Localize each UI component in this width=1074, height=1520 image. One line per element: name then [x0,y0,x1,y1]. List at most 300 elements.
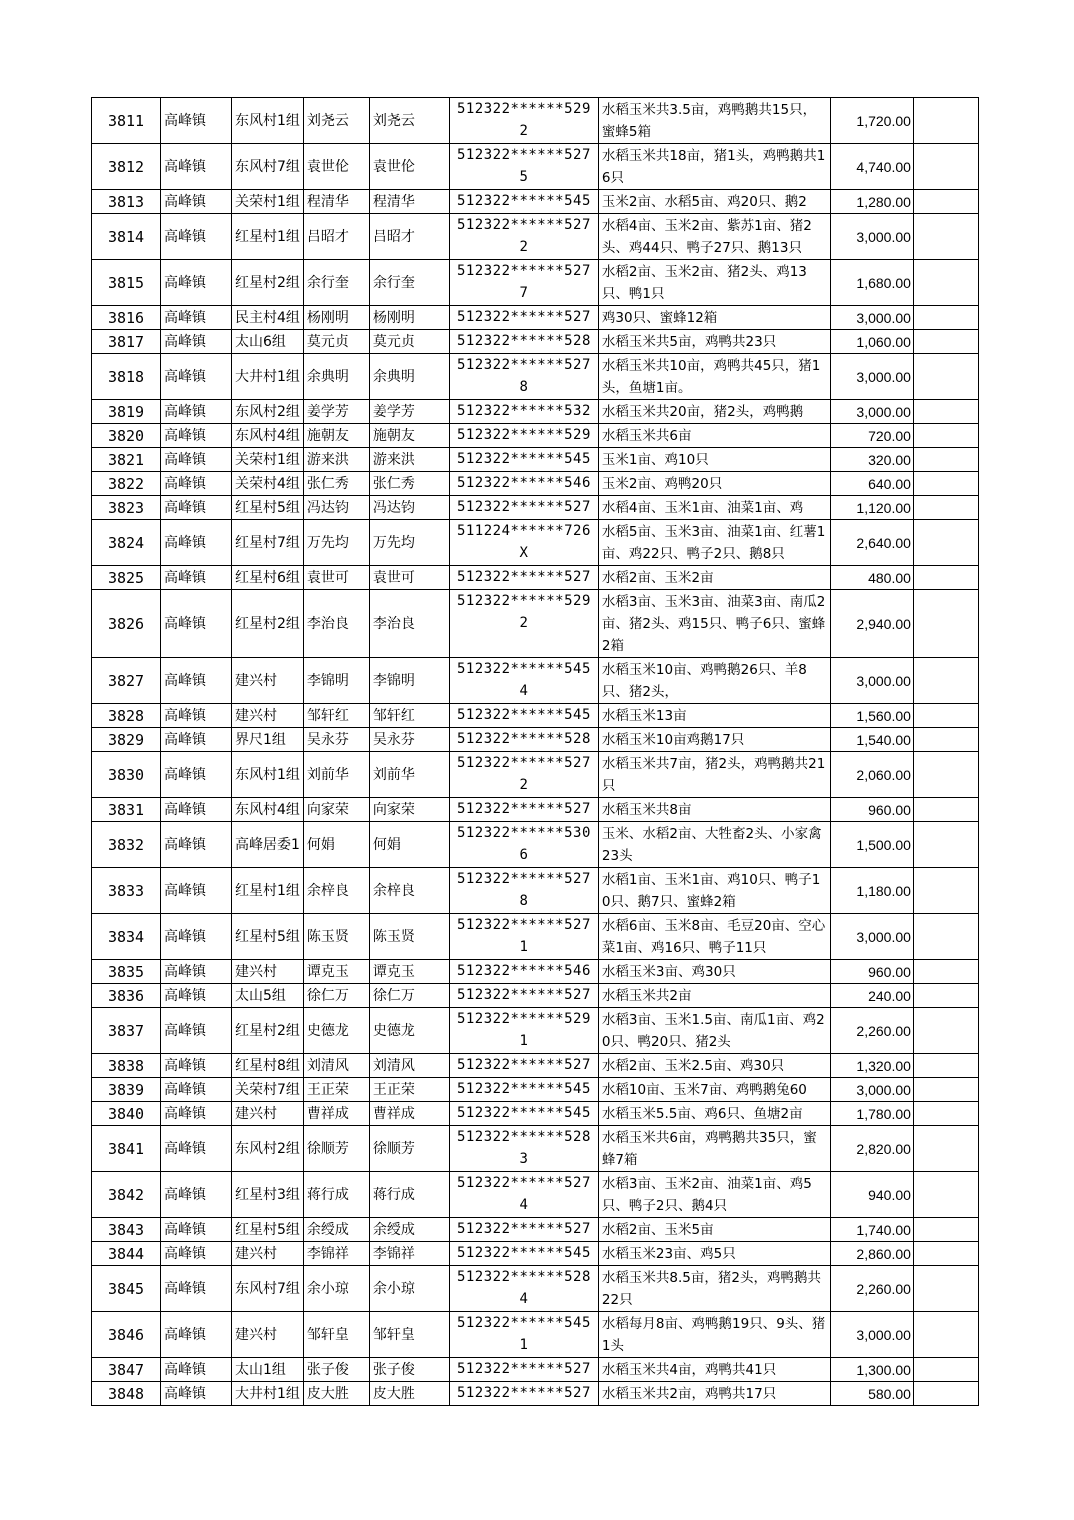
village-cell: 红星村2组 [232,1008,304,1054]
name-cell: 万先均 [303,520,369,566]
village-cell: 红星村5组 [232,496,304,520]
row-number: 3821 [92,448,161,472]
row-number: 3827 [92,658,161,704]
recipient-cell: 皮大胜 [369,1382,449,1406]
id-number-cell: 512322******527 [449,306,598,330]
description-cell: 玉米2亩、鸡鸭20只 [598,472,830,496]
empty-cell [913,1266,978,1312]
table-row [92,144,979,190]
town-cell: 高峰镇 [161,98,232,144]
row-number: 3832 [92,822,161,868]
town-cell: 高峰镇 [161,330,232,354]
id-number-cell: 512322******5284 [449,1266,598,1312]
empty-cell [913,1102,978,1126]
empty-cell [913,354,978,400]
description-cell: 水稻玉米5.5亩、鸡6只、鱼塘2亩 [598,1102,830,1126]
town-cell: 高峰镇 [161,1242,232,1266]
table-row [92,1008,979,1054]
id-number-cell: 512322******527 [449,798,598,822]
table-row [92,590,979,658]
amount-cell: 3,000.00 [830,306,913,330]
id-number-cell: 512322******546 [449,960,598,984]
id-number-cell: 512322******545 [449,190,598,214]
town-cell: 高峰镇 [161,424,232,448]
recipient-cell: 刘前华 [369,752,449,798]
amount-cell: 1,740.00 [830,1218,913,1242]
id-number-cell: 512322******528 [449,728,598,752]
amount-cell: 2,260.00 [830,1266,913,1312]
description-cell: 水稻2亩、玉米2亩 [598,566,830,590]
id-number-cell: 512322******529 [449,424,598,448]
table-row [92,330,979,354]
recipient-cell: 刘清风 [369,1054,449,1078]
recipient-cell: 施朝友 [369,424,449,448]
name-cell: 王正荣 [303,1078,369,1102]
description-cell: 水稻玉米共8亩 [598,798,830,822]
id-number-cell: 512322******545 [449,704,598,728]
name-cell: 曹祥成 [303,1102,369,1126]
village-cell: 关荣村1组 [232,190,304,214]
row-number: 3813 [92,190,161,214]
id-number-cell: 512322******5451 [449,1312,598,1358]
description-cell: 鸡30只、蜜蜂12箱 [598,306,830,330]
amount-cell: 3,000.00 [830,400,913,424]
description-cell: 水稻6亩、玉米8亩、毛豆20亩、空心菜1亩、鸡16只、鸭子11只 [598,914,830,960]
town-cell: 高峰镇 [161,1078,232,1102]
description-cell: 水稻玉米共8.5亩，猪2头，鸡鸭鹅共22只 [598,1266,830,1312]
town-cell: 高峰镇 [161,1172,232,1218]
town-cell: 高峰镇 [161,868,232,914]
description-cell: 水稻3亩、玉米3亩、油菜3亩、南瓜2亩、猪2头、鸡15只、鸭子6只、蜜蜂2箱 [598,590,830,658]
row-number: 3838 [92,1054,161,1078]
village-cell: 建兴村 [232,658,304,704]
name-cell: 姜学芳 [303,400,369,424]
empty-cell [913,214,978,260]
empty-cell [913,1078,978,1102]
empty-cell [913,472,978,496]
town-cell: 高峰镇 [161,190,232,214]
row-number: 3825 [92,566,161,590]
recipient-cell: 袁世伦 [369,144,449,190]
empty-cell [913,1054,978,1078]
town-cell: 高峰镇 [161,400,232,424]
amount-cell: 580.00 [830,1382,913,1406]
recipient-cell: 徐顺芳 [369,1126,449,1172]
empty-cell [913,400,978,424]
village-cell: 大井村1组 [232,354,304,400]
subsidy-table [91,97,979,1406]
village-cell: 红星村3组 [232,1172,304,1218]
row-number: 3841 [92,1126,161,1172]
amount-cell: 1,280.00 [830,190,913,214]
description-cell: 水稻玉米共20亩，猪2头，鸡鸭鹅 [598,400,830,424]
description-cell: 水稻玉米13亩 [598,704,830,728]
village-cell: 红星村8组 [232,1054,304,1078]
row-number: 3818 [92,354,161,400]
name-cell: 蒋行成 [303,1172,369,1218]
town-cell: 高峰镇 [161,1266,232,1312]
amount-cell: 3,000.00 [830,914,913,960]
recipient-cell: 余梓良 [369,868,449,914]
recipient-cell: 陈玉贤 [369,914,449,960]
town-cell: 高峰镇 [161,144,232,190]
village-cell: 建兴村 [232,1312,304,1358]
empty-cell [913,1126,978,1172]
description-cell: 水稻玉米共5亩，鸡鸭共23只 [598,330,830,354]
name-cell: 徐仁万 [303,984,369,1008]
table-row [92,98,979,144]
id-number-cell: 512322******545 [449,1102,598,1126]
town-cell: 高峰镇 [161,1102,232,1126]
id-number-cell: 512322******527 [449,1382,598,1406]
empty-cell [913,496,978,520]
empty-cell [913,190,978,214]
recipient-cell: 吴永芬 [369,728,449,752]
village-cell: 东风村1组 [232,752,304,798]
town-cell: 高峰镇 [161,214,232,260]
amount-cell: 960.00 [830,960,913,984]
town-cell: 高峰镇 [161,822,232,868]
table-row [92,868,979,914]
table-row [92,1054,979,1078]
table-row [92,984,979,1008]
recipient-cell: 袁世可 [369,566,449,590]
village-cell: 建兴村 [232,1242,304,1266]
village-cell: 红星村1组 [232,214,304,260]
row-number: 3814 [92,214,161,260]
name-cell: 刘清风 [303,1054,369,1078]
table-row [92,822,979,868]
name-cell: 史德龙 [303,1008,369,1054]
empty-cell [913,658,978,704]
table-row [92,424,979,448]
description-cell: 水稻4亩、玉米1亩、油菜1亩、鸡 [598,496,830,520]
row-number: 3817 [92,330,161,354]
amount-cell: 3,000.00 [830,354,913,400]
amount-cell: 1,780.00 [830,1102,913,1126]
row-number: 3822 [92,472,161,496]
recipient-cell: 张子俊 [369,1358,449,1382]
amount-cell: 240.00 [830,984,913,1008]
town-cell: 高峰镇 [161,728,232,752]
village-cell: 建兴村 [232,704,304,728]
id-number-cell: 512322******5272 [449,752,598,798]
town-cell: 高峰镇 [161,260,232,306]
row-number: 3844 [92,1242,161,1266]
empty-cell [913,822,978,868]
id-number-cell: 512322******5292 [449,98,598,144]
empty-cell [913,144,978,190]
recipient-cell: 刘尧云 [369,98,449,144]
row-number: 3839 [92,1078,161,1102]
amount-cell: 1,180.00 [830,868,913,914]
id-number-cell: 512322******5306 [449,822,598,868]
table-row [92,496,979,520]
row-number: 3842 [92,1172,161,1218]
table-row [92,1126,979,1172]
id-number-cell: 512322******5283 [449,1126,598,1172]
row-number: 3831 [92,798,161,822]
table-row [92,190,979,214]
table-row [92,400,979,424]
description-cell: 玉米、水稻2亩、大牲畜2头、小家禽23头 [598,822,830,868]
empty-cell [913,960,978,984]
village-cell: 建兴村 [232,960,304,984]
table-row [92,1312,979,1358]
amount-cell: 720.00 [830,424,913,448]
row-number: 3840 [92,1102,161,1126]
empty-cell [913,520,978,566]
row-number: 3833 [92,868,161,914]
village-cell: 东风村1组 [232,98,304,144]
amount-cell: 2,060.00 [830,752,913,798]
town-cell: 高峰镇 [161,1054,232,1078]
name-cell: 张仁秀 [303,472,369,496]
table-row [92,960,979,984]
description-cell: 玉米2亩、水稻5亩、鸡20只、鹅2 [598,190,830,214]
empty-cell [913,590,978,658]
town-cell: 高峰镇 [161,704,232,728]
recipient-cell: 蒋行成 [369,1172,449,1218]
table-row [92,1266,979,1312]
village-cell: 红星村2组 [232,260,304,306]
id-number-cell: 512322******5277 [449,260,598,306]
amount-cell: 480.00 [830,566,913,590]
name-cell: 张子俊 [303,1358,369,1382]
table-row [92,1078,979,1102]
table-row [92,752,979,798]
name-cell: 邹轩红 [303,704,369,728]
description-cell: 水稻玉米10亩、鸡鸭鹅26只、羊8只、猪2头， [598,658,830,704]
amount-cell: 3,000.00 [830,1078,913,1102]
recipient-cell: 冯达钧 [369,496,449,520]
recipient-cell: 向家荣 [369,798,449,822]
empty-cell [913,1218,978,1242]
description-cell: 水稻玉米23亩、鸡5只 [598,1242,830,1266]
village-cell: 东风村7组 [232,144,304,190]
amount-cell: 1,680.00 [830,260,913,306]
description-cell: 水稻10亩、玉米7亩、鸡鸭鹅兔60 [598,1078,830,1102]
row-number: 3830 [92,752,161,798]
description-cell: 水稻2亩、玉米5亩 [598,1218,830,1242]
description-cell: 水稻玉米共18亩，猪1头，鸡鸭鹅共16只 [598,144,830,190]
village-cell: 红星村1组 [232,868,304,914]
empty-cell [913,98,978,144]
row-number: 3837 [92,1008,161,1054]
id-number-cell: 512322******527 [449,566,598,590]
recipient-cell: 王正荣 [369,1078,449,1102]
empty-cell [913,914,978,960]
description-cell: 水稻玉米共7亩，猪2头，鸡鸭鹅共21只 [598,752,830,798]
table-row [92,914,979,960]
recipient-cell: 曹祥成 [369,1102,449,1126]
name-cell: 余行奎 [303,260,369,306]
empty-cell [913,752,978,798]
name-cell: 莫元贞 [303,330,369,354]
description-cell: 水稻2亩、玉米2亩、猪2头、鸡13只、鸭1只 [598,260,830,306]
village-cell: 建兴村 [232,1102,304,1126]
name-cell: 袁世可 [303,566,369,590]
table-row [92,1382,979,1406]
row-number: 3836 [92,984,161,1008]
id-number-cell: 512322******528 [449,330,598,354]
name-cell: 余小琼 [303,1266,369,1312]
table-row [92,1102,979,1126]
description-cell: 玉米1亩、鸡10只 [598,448,830,472]
village-cell: 红星村6组 [232,566,304,590]
row-number: 3846 [92,1312,161,1358]
row-number: 3820 [92,424,161,448]
village-cell: 关荣村4组 [232,472,304,496]
description-cell: 水稻玉米3亩、鸡30只 [598,960,830,984]
recipient-cell: 杨刚明 [369,306,449,330]
recipient-cell: 史德龙 [369,1008,449,1054]
town-cell: 高峰镇 [161,1218,232,1242]
village-cell: 关荣村7组 [232,1078,304,1102]
amount-cell: 1,300.00 [830,1358,913,1382]
table-row [92,566,979,590]
id-number-cell: 512322******5274 [449,1172,598,1218]
recipient-cell: 程清华 [369,190,449,214]
village-cell: 红星村5组 [232,1218,304,1242]
id-number-cell: 512322******527 [449,1358,598,1382]
village-cell: 红星村7组 [232,520,304,566]
name-cell: 李锦明 [303,658,369,704]
table-row [92,520,979,566]
row-number: 3823 [92,496,161,520]
id-number-cell: 512322******545 [449,448,598,472]
amount-cell: 1,060.00 [830,330,913,354]
recipient-cell: 万先均 [369,520,449,566]
recipient-cell: 李锦祥 [369,1242,449,1266]
id-number-cell: 512322******5275 [449,144,598,190]
amount-cell: 1,320.00 [830,1054,913,1078]
amount-cell: 2,940.00 [830,590,913,658]
recipient-cell: 张仁秀 [369,472,449,496]
row-number: 3815 [92,260,161,306]
id-number-cell: 512322******532 [449,400,598,424]
empty-cell [913,868,978,914]
table-row [92,354,979,400]
amount-cell: 960.00 [830,798,913,822]
empty-cell [913,1358,978,1382]
name-cell: 余绶成 [303,1218,369,1242]
id-number-cell: 512322******5272 [449,214,598,260]
table-row [92,1242,979,1266]
recipient-cell: 李锦明 [369,658,449,704]
name-cell: 冯达钧 [303,496,369,520]
row-number: 3843 [92,1218,161,1242]
description-cell: 水稻玉米共2亩 [598,984,830,1008]
name-cell: 李锦祥 [303,1242,369,1266]
id-number-cell: 512322******545 [449,1078,598,1102]
row-number: 3828 [92,704,161,728]
town-cell: 高峰镇 [161,984,232,1008]
recipient-cell: 余行奎 [369,260,449,306]
amount-cell: 1,120.00 [830,496,913,520]
name-cell: 施朝友 [303,424,369,448]
amount-cell: 2,820.00 [830,1126,913,1172]
village-cell: 东风村4组 [232,424,304,448]
row-number: 3829 [92,728,161,752]
town-cell: 高峰镇 [161,1008,232,1054]
recipient-cell: 何娟 [369,822,449,868]
empty-cell [913,306,978,330]
description-cell: 水稻1亩、玉米1亩、鸡10只、鸭子10只、鹅7只、蜜蜂2箱 [598,868,830,914]
empty-cell [913,1242,978,1266]
table-row [92,448,979,472]
empty-cell [913,1172,978,1218]
village-cell: 红星村5组 [232,914,304,960]
description-cell: 水稻玉米共10亩，鸡鸭共45只，猪1头，鱼塘1亩。 [598,354,830,400]
description-cell: 水稻玉米共6亩 [598,424,830,448]
empty-cell [913,1312,978,1358]
id-number-cell: 512322******5278 [449,354,598,400]
recipient-cell: 余小琼 [369,1266,449,1312]
town-cell: 高峰镇 [161,798,232,822]
amount-cell: 3,000.00 [830,1312,913,1358]
village-cell: 东风村2组 [232,1126,304,1172]
empty-cell [913,260,978,306]
town-cell: 高峰镇 [161,590,232,658]
recipient-cell: 姜学芳 [369,400,449,424]
name-cell: 吕昭才 [303,214,369,260]
row-number: 3826 [92,590,161,658]
empty-cell [913,798,978,822]
amount-cell: 1,540.00 [830,728,913,752]
amount-cell: 940.00 [830,1172,913,1218]
recipient-cell: 谭克玉 [369,960,449,984]
amount-cell: 2,640.00 [830,520,913,566]
village-cell: 高峰居委1 [232,822,304,868]
empty-cell [913,1008,978,1054]
table-row [92,306,979,330]
name-cell: 向家荣 [303,798,369,822]
description-cell: 水稻3亩、玉米1.5亩、南瓜1亩、鸡20只、鸭20只、猪2头 [598,1008,830,1054]
recipient-cell: 余绶成 [369,1218,449,1242]
town-cell: 高峰镇 [161,566,232,590]
empty-cell [913,704,978,728]
empty-cell [913,984,978,1008]
empty-cell [913,448,978,472]
row-number: 3816 [92,306,161,330]
name-cell: 游来洪 [303,448,369,472]
empty-cell [913,728,978,752]
name-cell: 余典明 [303,354,369,400]
recipient-cell: 邹轩红 [369,704,449,728]
recipient-cell: 莫元贞 [369,330,449,354]
town-cell: 高峰镇 [161,914,232,960]
recipient-cell: 李治良 [369,590,449,658]
amount-cell: 4,740.00 [830,144,913,190]
description-cell: 水稻玉米共4亩，鸡鸭共41只 [598,1358,830,1382]
table-row [92,214,979,260]
id-number-cell: 512322******527 [449,1218,598,1242]
row-number: 3845 [92,1266,161,1312]
empty-cell [913,566,978,590]
village-cell: 红星村2组 [232,590,304,658]
town-cell: 高峰镇 [161,354,232,400]
village-cell: 太山6组 [232,330,304,354]
id-number-cell: 512322******527 [449,1054,598,1078]
town-cell: 高峰镇 [161,960,232,984]
id-number-cell: 512322******5292 [449,590,598,658]
id-number-cell: 512322******5454 [449,658,598,704]
amount-cell: 320.00 [830,448,913,472]
description-cell: 水稻2亩、玉米2.5亩、鸡30只 [598,1054,830,1078]
description-cell: 水稻玉米共6亩，鸡鸭鹅共35只，蜜蜂7箱 [598,1126,830,1172]
id-number-cell: 512322******527 [449,984,598,1008]
